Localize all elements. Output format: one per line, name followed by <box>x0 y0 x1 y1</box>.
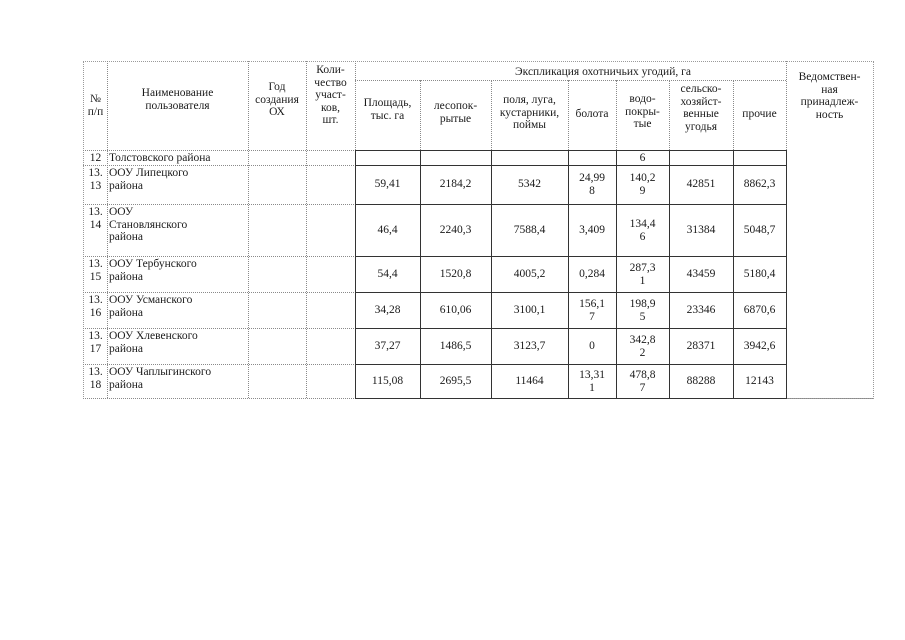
row-name-line: Становлянского <box>109 218 188 231</box>
row-water-line: 478,8 <box>629 369 656 381</box>
header-count-line: ков, <box>320 101 341 114</box>
row-swamps-line: 1 <box>589 381 595 394</box>
row-forest: 1486,5 <box>439 340 472 352</box>
solid-border <box>786 150 787 399</box>
row-forest: 1520,8 <box>439 268 472 280</box>
row-water-line: 5 <box>639 310 646 323</box>
row-agri: 31384 <box>686 224 716 236</box>
row-forest: 610,06 <box>439 304 472 316</box>
header-count-line: шт. <box>322 114 339 126</box>
row-name <box>109 294 248 319</box>
row-other: 6870,6 <box>743 304 776 316</box>
row-area: 54,4 <box>377 268 398 280</box>
row-fields: 5342 <box>518 178 541 190</box>
row-other: 5048,7 <box>743 224 776 236</box>
row-num-line: 13. <box>88 294 103 306</box>
header-water <box>616 93 669 131</box>
header-area-line: тыс. га <box>370 109 405 122</box>
header-department-line: ность <box>815 108 844 121</box>
row-water-line: 2 <box>639 346 646 359</box>
row-area: 59,41 <box>374 178 401 190</box>
header-year-line: создания <box>255 93 299 106</box>
row-fields: 3100,1 <box>513 304 546 316</box>
header-area <box>355 97 420 122</box>
solid-border <box>355 204 786 205</box>
row-water <box>616 369 669 394</box>
header-other-line: прочие <box>742 108 777 120</box>
row-name <box>109 366 248 391</box>
header-forest <box>420 100 491 125</box>
row-water-line: 134,4 <box>629 218 656 230</box>
header-department-line: Ведомствен- <box>798 71 861 83</box>
header-name <box>107 87 248 112</box>
row-water-line: 1 <box>639 274 646 287</box>
row-num <box>84 152 107 165</box>
row-num-line: 13 <box>89 179 102 192</box>
row-name-line: ООУ Усманского <box>109 294 193 306</box>
row-num <box>84 366 107 391</box>
header-agri-line: угодья <box>685 120 717 133</box>
header-num-line: № <box>90 93 101 105</box>
row-name <box>109 258 248 283</box>
header-agri-line: сельско- <box>680 83 722 95</box>
row-swamps-line: 8 <box>589 184 595 197</box>
row-num-line: 15 <box>89 270 102 283</box>
row-swamps <box>568 369 616 394</box>
row-area: 34,28 <box>374 304 401 316</box>
header-count-line: участ- <box>315 89 346 101</box>
row-swamps-line: 24,99 <box>579 172 605 184</box>
row-num <box>84 167 107 192</box>
row-name <box>109 330 248 355</box>
row-num-line: 13. <box>88 330 103 342</box>
row-agri: 88288 <box>686 375 716 387</box>
header-year-line: ОХ <box>269 106 285 118</box>
header-count <box>306 64 355 127</box>
header-name-line: пользователя <box>145 99 210 112</box>
row-swamps <box>568 172 616 197</box>
header-fields-line: кустарники, <box>499 106 560 119</box>
row-name <box>109 152 248 165</box>
row-num-line: 18 <box>89 378 102 391</box>
solid-border <box>355 256 786 257</box>
row-water <box>616 334 669 359</box>
row-name-line: района <box>109 270 144 283</box>
row-water <box>616 262 669 287</box>
row-num-line: 16 <box>89 306 102 319</box>
row-num-line: 13. <box>88 258 103 270</box>
header-fields <box>491 94 568 132</box>
row-name-line: ООУ <box>109 206 134 218</box>
row-other: 3942,6 <box>743 340 776 352</box>
row-fields: 4005,2 <box>513 268 546 280</box>
header-area-line: Площадь, <box>363 97 412 109</box>
row-swamps <box>568 268 616 281</box>
header-other <box>733 108 786 121</box>
row-num-line: 13. <box>88 167 103 179</box>
row-name-line: района <box>109 306 144 319</box>
row-num <box>84 258 107 283</box>
header-count-line: чество <box>314 76 347 89</box>
header-swamps <box>568 108 616 121</box>
row-name <box>109 206 248 244</box>
row-num <box>84 294 107 319</box>
row-num <box>84 206 107 231</box>
row-area: 46,4 <box>377 224 398 236</box>
row-name-line: района <box>109 342 144 355</box>
row-name-line: района <box>109 231 144 243</box>
row-agri: 42851 <box>686 178 716 190</box>
header-water-line: тые <box>633 118 652 130</box>
header-department <box>786 71 873 121</box>
header-agri-line: венные <box>683 108 719 120</box>
header-count-line: Коли- <box>316 64 345 76</box>
row-water-line: 140,2 <box>629 172 656 184</box>
row-agri: 28371 <box>686 340 716 352</box>
row-area: 37,27 <box>374 340 401 352</box>
header-fields-line: поймы <box>512 119 547 131</box>
header-water-line: покры- <box>625 105 660 118</box>
row-swamps-line: 3,409 <box>579 224 605 236</box>
row-area: 115,08 <box>371 375 404 387</box>
row-swamps <box>568 298 616 323</box>
row-forest: 2695,5 <box>439 375 472 387</box>
row-name-line: района <box>109 378 144 391</box>
header-name-line: Наименование <box>141 87 214 99</box>
row-agri: 43459 <box>686 268 716 280</box>
row-water-line: 287,3 <box>629 262 656 274</box>
row-agri: 23346 <box>686 304 716 316</box>
row-other: 8862,3 <box>743 178 776 190</box>
row-fields: 3123,7 <box>513 340 546 352</box>
row-water <box>616 298 669 323</box>
row-swamps-line: 0 <box>589 340 595 352</box>
row-name-line: ООУ Липецкого <box>109 167 189 179</box>
row-name-line: ООУ Хлевенского <box>109 330 198 342</box>
row-num-line: 13. <box>88 366 103 378</box>
solid-border <box>355 328 786 329</box>
header-year-line: Год <box>268 81 286 93</box>
solid-border <box>355 292 786 293</box>
header-department-line: ная <box>821 83 838 96</box>
row-water-line: 198,9 <box>629 298 656 310</box>
row-water-line: 7 <box>639 381 646 394</box>
header-forest-line: лесопок- <box>433 100 478 112</box>
row-name-line: Толстовского района <box>109 152 211 164</box>
row-swamps <box>568 340 616 353</box>
row-water-line: 9 <box>639 184 646 197</box>
row-num-line: 12 <box>89 152 102 164</box>
row-swamps-line: 7 <box>589 310 595 323</box>
row-water <box>616 218 669 243</box>
row-forest: 2184,2 <box>439 178 472 190</box>
row-water-line: 6 <box>639 152 646 164</box>
row-other: 12143 <box>745 375 774 387</box>
row-forest: 2240,3 <box>439 224 472 236</box>
header-agri <box>669 83 733 133</box>
row-name-line: района <box>109 179 144 192</box>
row-swamps-line: 0,284 <box>579 268 605 280</box>
header-water-line: водо- <box>629 93 656 105</box>
row-name-line: ООУ Чаплыгинского <box>109 366 212 378</box>
header-year <box>248 81 306 119</box>
row-water <box>616 172 669 197</box>
header-explication: Экспликация охотничьих угодий, га <box>515 66 691 78</box>
row-num-line: 14 <box>89 218 102 231</box>
header-fields-line: поля, луга, <box>503 94 556 106</box>
header-num <box>84 93 107 118</box>
row-swamps-line: 13,31 <box>579 369 605 381</box>
header-forest-line: рытые <box>439 112 472 125</box>
solid-border <box>355 364 786 365</box>
row-water <box>616 152 669 165</box>
row-water-line: 342,8 <box>629 334 656 346</box>
row-name <box>109 167 248 192</box>
header-agri-line: хозяйст- <box>680 95 722 108</box>
row-fields: 7588,4 <box>513 224 546 236</box>
row-name-line: ООУ Тербунского <box>109 258 197 270</box>
row-num-line: 17 <box>89 342 102 355</box>
header-swamps-line: болота <box>575 108 609 120</box>
row-swamps <box>568 224 616 237</box>
row-num-line: 13. <box>88 206 103 218</box>
row-water-line: 6 <box>639 230 646 243</box>
header-num-line: п/п <box>87 105 104 118</box>
row-other: 5180,4 <box>743 268 776 280</box>
row-num <box>84 330 107 355</box>
header-department-line: принадлеж- <box>800 96 859 108</box>
header-divider <box>355 80 786 81</box>
row-swamps-line: 156,1 <box>579 298 605 310</box>
row-fields: 11464 <box>515 375 544 387</box>
row-divider <box>786 398 873 399</box>
